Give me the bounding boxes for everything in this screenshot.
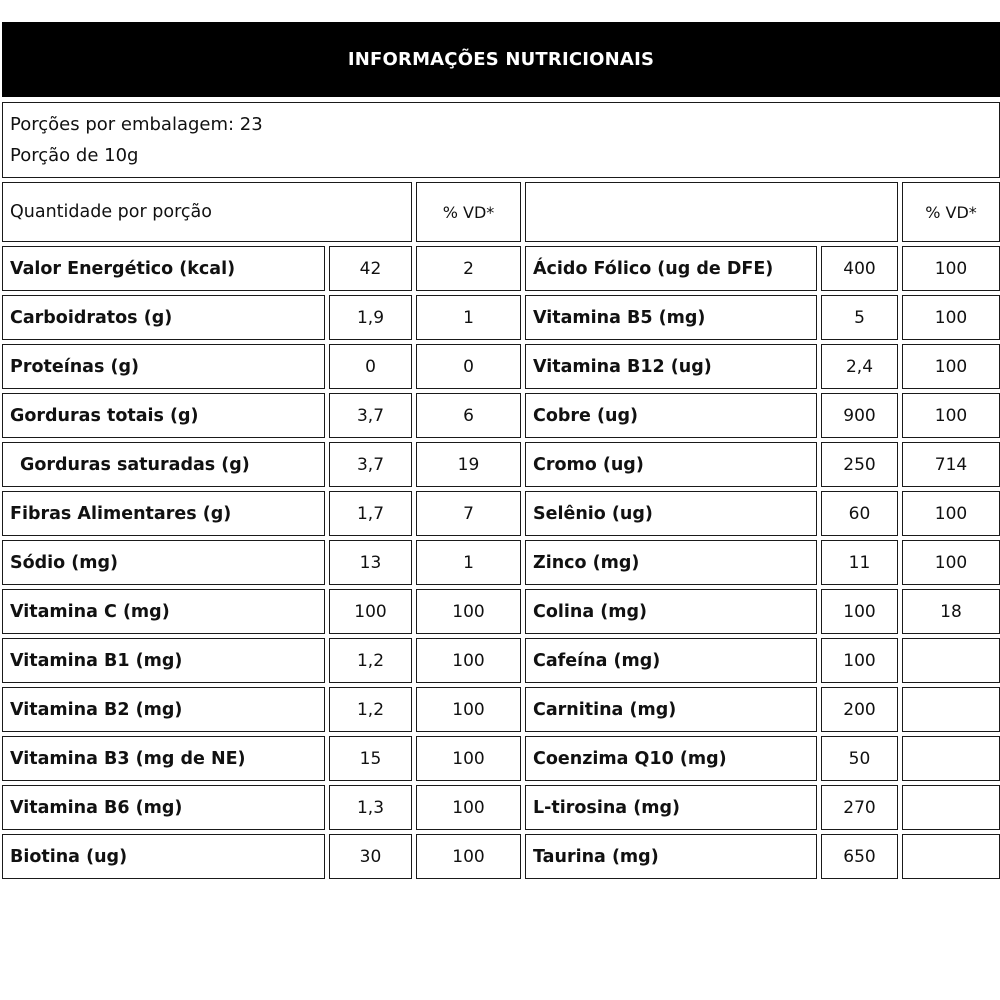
nutrient-vd — [902, 687, 1000, 732]
nutrient-vd: 100 — [902, 393, 1000, 438]
portion-size: Porção de 10g — [10, 145, 139, 166]
nutrient-vd: 100 — [902, 540, 1000, 585]
nutrient-name: Vitamina B12 (ug) — [525, 344, 817, 389]
nutrient-quantity: 250 — [821, 442, 898, 487]
nutrient-vd: 100 — [416, 687, 521, 732]
nutrient-quantity: 400 — [821, 246, 898, 291]
nutrient-name: Gorduras totais (g) — [2, 393, 325, 438]
nutrient-vd: 7 — [416, 491, 521, 536]
nutrient-name: Vitamina B1 (mg) — [2, 638, 325, 683]
nutrient-quantity: 200 — [821, 687, 898, 732]
nutrient-vd: 1 — [416, 295, 521, 340]
nutrient-vd: 6 — [416, 393, 521, 438]
nutrient-name: Proteínas (g) — [2, 344, 325, 389]
nutrient-quantity: 3,7 — [329, 442, 412, 487]
nutrient-name: Sódio (mg) — [2, 540, 325, 585]
nutrient-quantity: 0 — [329, 344, 412, 389]
nutrient-quantity: 11 — [821, 540, 898, 585]
nutrient-name: Valor Energético (kcal) — [2, 246, 325, 291]
nutrient-quantity: 1,3 — [329, 785, 412, 830]
nutrient-vd: 100 — [902, 491, 1000, 536]
nutrient-name: Vitamina C (mg) — [2, 589, 325, 634]
servings-per-package: Porções por embalagem: 23 — [10, 114, 263, 135]
nutrient-quantity: 100 — [821, 589, 898, 634]
nutrient-quantity: 1,2 — [329, 687, 412, 732]
vd-header-right: % VD* — [902, 182, 1000, 242]
nutrient-vd: 0 — [416, 344, 521, 389]
serving-info — [2, 102, 1000, 178]
nutrient-vd — [902, 638, 1000, 683]
nutrient-name: Selênio (ug) — [525, 491, 817, 536]
nutrient-name: Cafeína (mg) — [525, 638, 817, 683]
nutrient-quantity: 270 — [821, 785, 898, 830]
nutrient-vd: 100 — [902, 295, 1000, 340]
nutrient-quantity: 900 — [821, 393, 898, 438]
nutrient-name: Biotina (ug) — [2, 834, 325, 879]
nutrient-vd: 19 — [416, 442, 521, 487]
nutrient-quantity: 100 — [821, 638, 898, 683]
nutrient-name: Vitamina B5 (mg) — [525, 295, 817, 340]
nutrient-quantity: 3,7 — [329, 393, 412, 438]
nutrient-name: Vitamina B6 (mg) — [2, 785, 325, 830]
nutrient-name: Taurina (mg) — [525, 834, 817, 879]
nutrient-vd: 714 — [902, 442, 1000, 487]
nutrient-vd: 2 — [416, 246, 521, 291]
nutrient-vd: 18 — [902, 589, 1000, 634]
nutrient-name: Gorduras saturadas (g) — [2, 442, 325, 487]
nutrient-vd: 1 — [416, 540, 521, 585]
nutrient-vd: 100 — [416, 589, 521, 634]
nutrient-quantity: 50 — [821, 736, 898, 781]
nutrient-quantity: 5 — [821, 295, 898, 340]
nutrient-name: Zinco (mg) — [525, 540, 817, 585]
nutrient-name: Carboidratos (g) — [2, 295, 325, 340]
nutrient-name: Colina (mg) — [525, 589, 817, 634]
nutrient-quantity: 1,7 — [329, 491, 412, 536]
nutrient-vd — [902, 834, 1000, 879]
nutrient-vd: 100 — [416, 736, 521, 781]
nutrient-quantity: 1,2 — [329, 638, 412, 683]
nutrient-name: Vitamina B3 (mg de NE) — [2, 736, 325, 781]
nutrient-quantity: 1,9 — [329, 295, 412, 340]
nutrient-name: Cromo (ug) — [525, 442, 817, 487]
nutrient-quantity: 13 — [329, 540, 412, 585]
nutrient-vd: 100 — [902, 246, 1000, 291]
nutrient-quantity: 650 — [821, 834, 898, 879]
right-quantity-header — [525, 182, 898, 242]
nutrient-name: Ácido Fólico (ug de DFE) — [525, 246, 817, 291]
nutrient-vd: 100 — [902, 344, 1000, 389]
nutrient-quantity: 30 — [329, 834, 412, 879]
nutrient-name: Carnitina (mg) — [525, 687, 817, 732]
nutrient-vd — [902, 785, 1000, 830]
nutrient-vd: 100 — [416, 785, 521, 830]
table-title: INFORMAÇÕES NUTRICIONAIS — [2, 22, 1000, 97]
vd-header-left: % VD* — [416, 182, 521, 242]
nutrient-name: L-tirosina (mg) — [525, 785, 817, 830]
nutrient-quantity: 42 — [329, 246, 412, 291]
nutrient-name: Fibras Alimentares (g) — [2, 491, 325, 536]
nutrient-vd — [902, 736, 1000, 781]
nutrient-vd: 100 — [416, 834, 521, 879]
quantity-per-portion-header: Quantidade por porção — [2, 182, 412, 242]
nutrient-quantity: 100 — [329, 589, 412, 634]
nutrient-quantity: 60 — [821, 491, 898, 536]
nutrient-quantity: 2,4 — [821, 344, 898, 389]
nutrient-quantity: 15 — [329, 736, 412, 781]
nutrient-vd: 100 — [416, 638, 521, 683]
nutrient-name: Vitamina B2 (mg) — [2, 687, 325, 732]
nutrient-name: Coenzima Q10 (mg) — [525, 736, 817, 781]
nutrient-name: Cobre (ug) — [525, 393, 817, 438]
